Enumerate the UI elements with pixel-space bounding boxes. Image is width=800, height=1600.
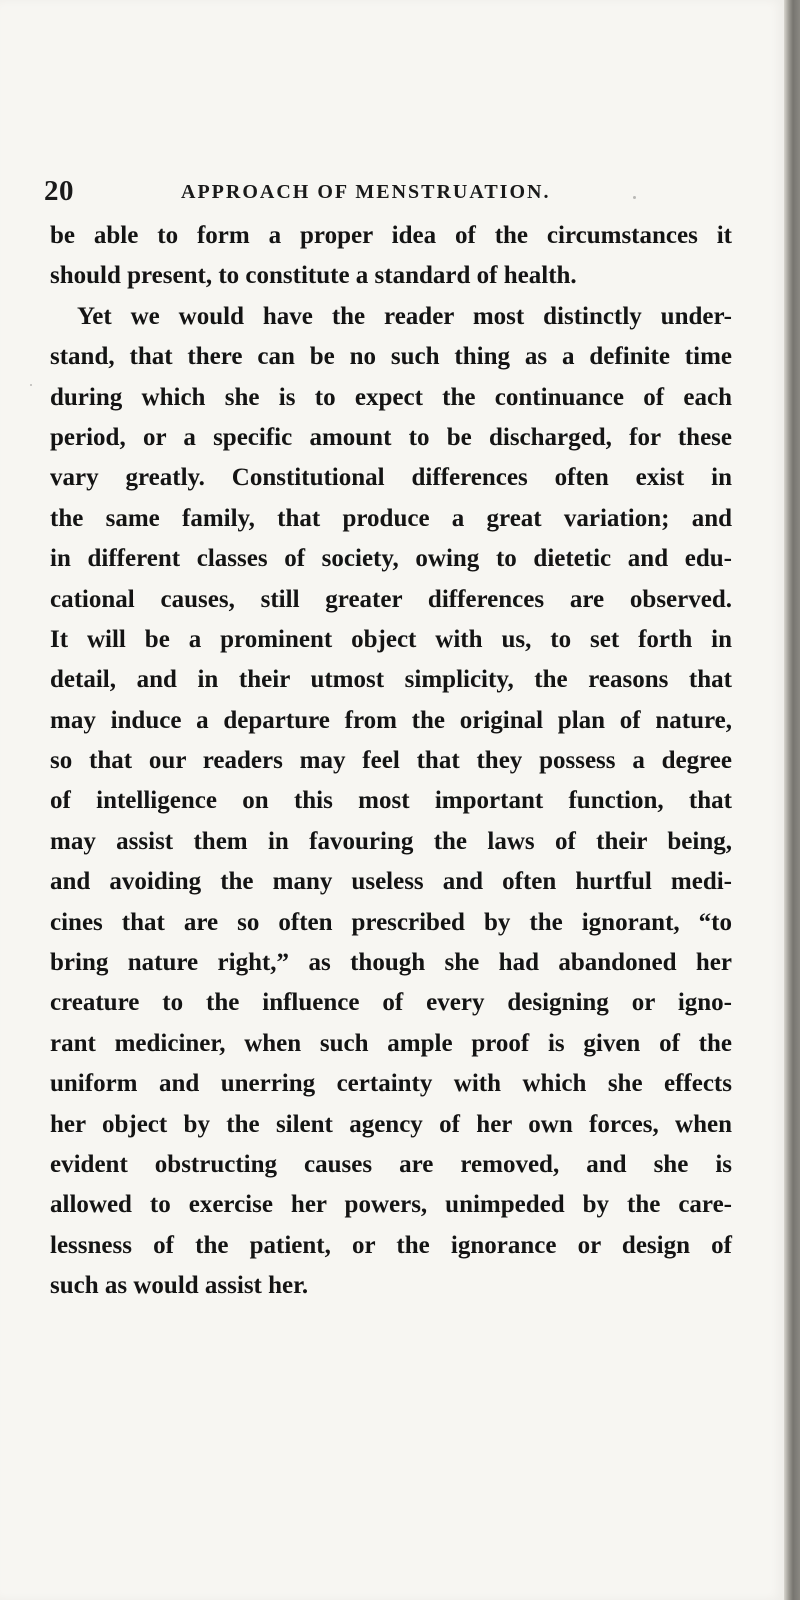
paper-speck — [30, 384, 32, 386]
text-line: so that our readers may feel that they possess a degree — [50, 747, 732, 775]
page-edge — [784, 0, 800, 1600]
text-line: may induce a departure from the original plan of nature, — [50, 706, 732, 734]
text-line: evident obstructing causes are removed, and she is — [50, 1150, 732, 1178]
text-line: in different classes of society, owing to dietetic and edu- — [50, 545, 732, 573]
text-line: cines that are so often prescribed by the ignorant, “to — [50, 908, 732, 936]
text-line: stand, that there can be no such thing as a definite time — [50, 343, 732, 371]
text-line: period, or a specific amount to be discharged, for these — [50, 423, 732, 451]
text-line: during which she is to expect the continuance of each — [50, 383, 732, 411]
paper-speck — [633, 196, 636, 199]
text-line: such as would assist her. — [50, 1272, 309, 1300]
text-line: of intelligence on this most important function, that — [50, 787, 732, 815]
text-line: be able to form a proper idea of the circumstances it — [50, 222, 732, 249]
running-title: APPROACH OF MENSTRUATION. — [181, 181, 551, 203]
body-paragraph — [50, 216, 732, 1307]
page-number: 20 — [44, 175, 74, 207]
text-line: It will be a prominent object with us, to set forth in — [50, 625, 732, 653]
text-line: lessness of the patient, or the ignorance or design of — [50, 1231, 732, 1259]
text-line: detail, and in their utmost simplicity, the reasons that — [50, 666, 732, 694]
text-line: may assist them in favouring the laws of their being, — [50, 827, 732, 855]
text-line: should present, to constitute a standard of health. — [50, 262, 577, 290]
paper-speck — [604, 236, 606, 238]
text-line: vary greatly. Constitutional differences often exist in — [50, 464, 732, 492]
text-line: bring nature right,” as though she had abandoned her — [50, 949, 732, 977]
text-line: and avoiding the many useless and often hurtful medi- — [50, 868, 732, 896]
text-line: allowed to exercise her powers, unimpeded by the care- — [50, 1191, 732, 1219]
text-line: her object by the silent agency of her own forces, when — [50, 1110, 732, 1138]
text-line: the same family, that produce a great variation; and — [50, 504, 732, 532]
text-line: cational causes, still greater differences are observed. — [50, 585, 732, 613]
text-line: rant mediciner, when such ample proof is given of the — [50, 1029, 732, 1057]
running-head — [44, 175, 734, 209]
text-line: uniform and unerring certainty with which she effects — [50, 1070, 732, 1098]
text-line: creature to the influence of every designing or igno- — [50, 989, 732, 1017]
text-line: Yet we would have the reader most distinctly under- — [77, 302, 732, 330]
